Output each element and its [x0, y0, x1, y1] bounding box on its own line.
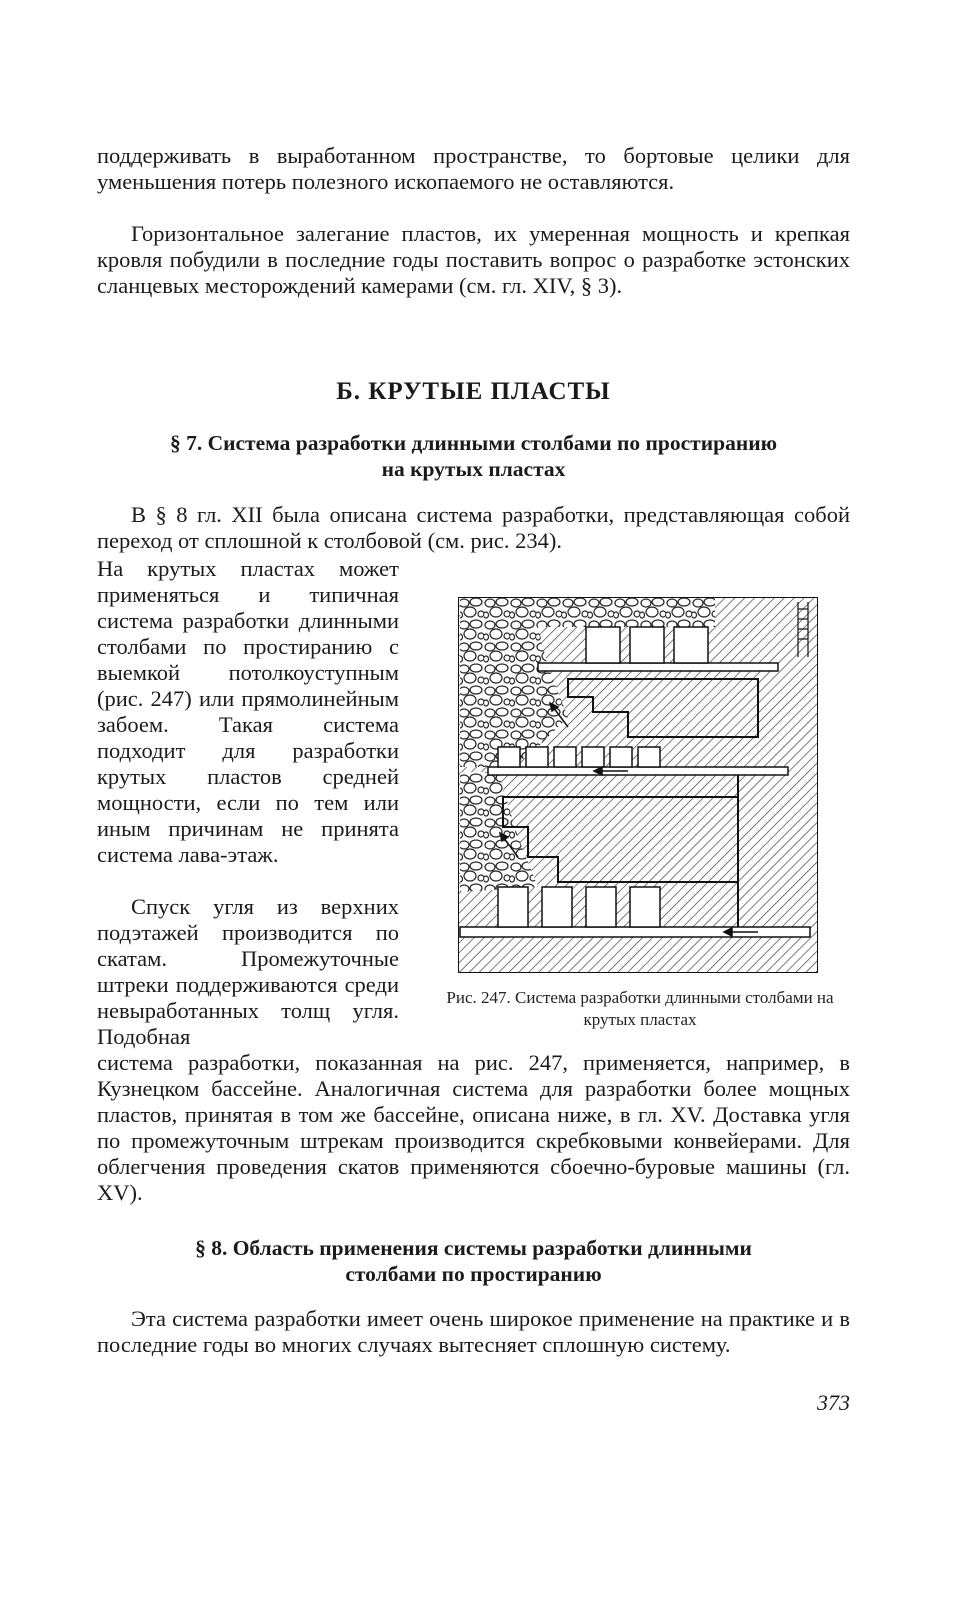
upper-pillars: [586, 627, 708, 663]
section7-paragraph-continued: система разработки, показанная на рис. 247, применяется, например, в Кузнецком бассейне. Аналогичная система для разработки более мощных пластов, принятая в том же бассейне, описана ниже, в гл. XV. Доставка угля по промежуточным штрекам производится скребковыми конвейерами. Для облегчения проведения скатов применяются сбоечно-буровые машины (гл. XV).: [97, 1050, 850, 1205]
section8-paragraph-1: Эта система разработки имеет очень широкое применение на практике и в последние годы во многих случаях вытесняет сплошную систему.: [97, 1306, 850, 1357]
middle-intermediate-drift: [488, 767, 788, 775]
section7-title-line1: § 7. Система разработки длинными столбами по простиранию: [169, 431, 778, 455]
section8-title-line1: § 8. Область применения системы разработки длинными: [195, 1236, 752, 1260]
section8-title-line2: столбами по простиранию: [345, 1262, 602, 1286]
figure-247-mining-diagram: [458, 597, 818, 973]
intro-paragraph-2: Горизонтальное залегание пластов, их умеренная мощность и крепкая кровля побудили в последние годы поставить вопрос о разработке эстонских сланцевых месторождений камерами (см. гл. XIV, § 3).: [97, 221, 850, 298]
section7-wrap-paragraph-2: Спуск угля из верхних подэтажей производится по скатам. Промежуточные штреки поддерживаются среди невыработанных толщ угля. Подобная: [97, 894, 399, 1049]
section7-title: [97, 430, 850, 482]
section7-title-line2: на крутых пластах: [381, 457, 566, 481]
page-number: 373: [817, 1390, 850, 1415]
section8-title: [97, 1235, 850, 1287]
figure-caption: Рис. 247. Система разработки длинными столбами на крутых пластах: [446, 988, 834, 1029]
upper-intermediate-drift: [538, 663, 778, 671]
section7-wrap-paragraph-1: На крутых пластах может применяться и типичная система разработки длинными столбами по простиранию с выемкой потолкоуступным (рис. 247) или прямолинейным забоем. Такая система подходит для разработки крутых пластов средней мощности, если по тем или иным причинам не принята система лава-этаж.: [97, 556, 399, 867]
section-heading: Б. КРУТЫЕ ПЛАСТЫ: [336, 378, 611, 405]
section7-paragraph-1: В § 8 гл. XII была описана система разработки, представляющая собой переход от сплошной к столбовой (см. рис. 234).: [97, 502, 850, 553]
mining-system-diagram: [458, 597, 818, 973]
upper-goaf-rubble: [460, 597, 715, 627]
intro-paragraph-1: поддерживать в выработанном пространстве, то бортовые целики для уменьшения потерь полезного ископаемого не оставляются.: [97, 143, 850, 194]
